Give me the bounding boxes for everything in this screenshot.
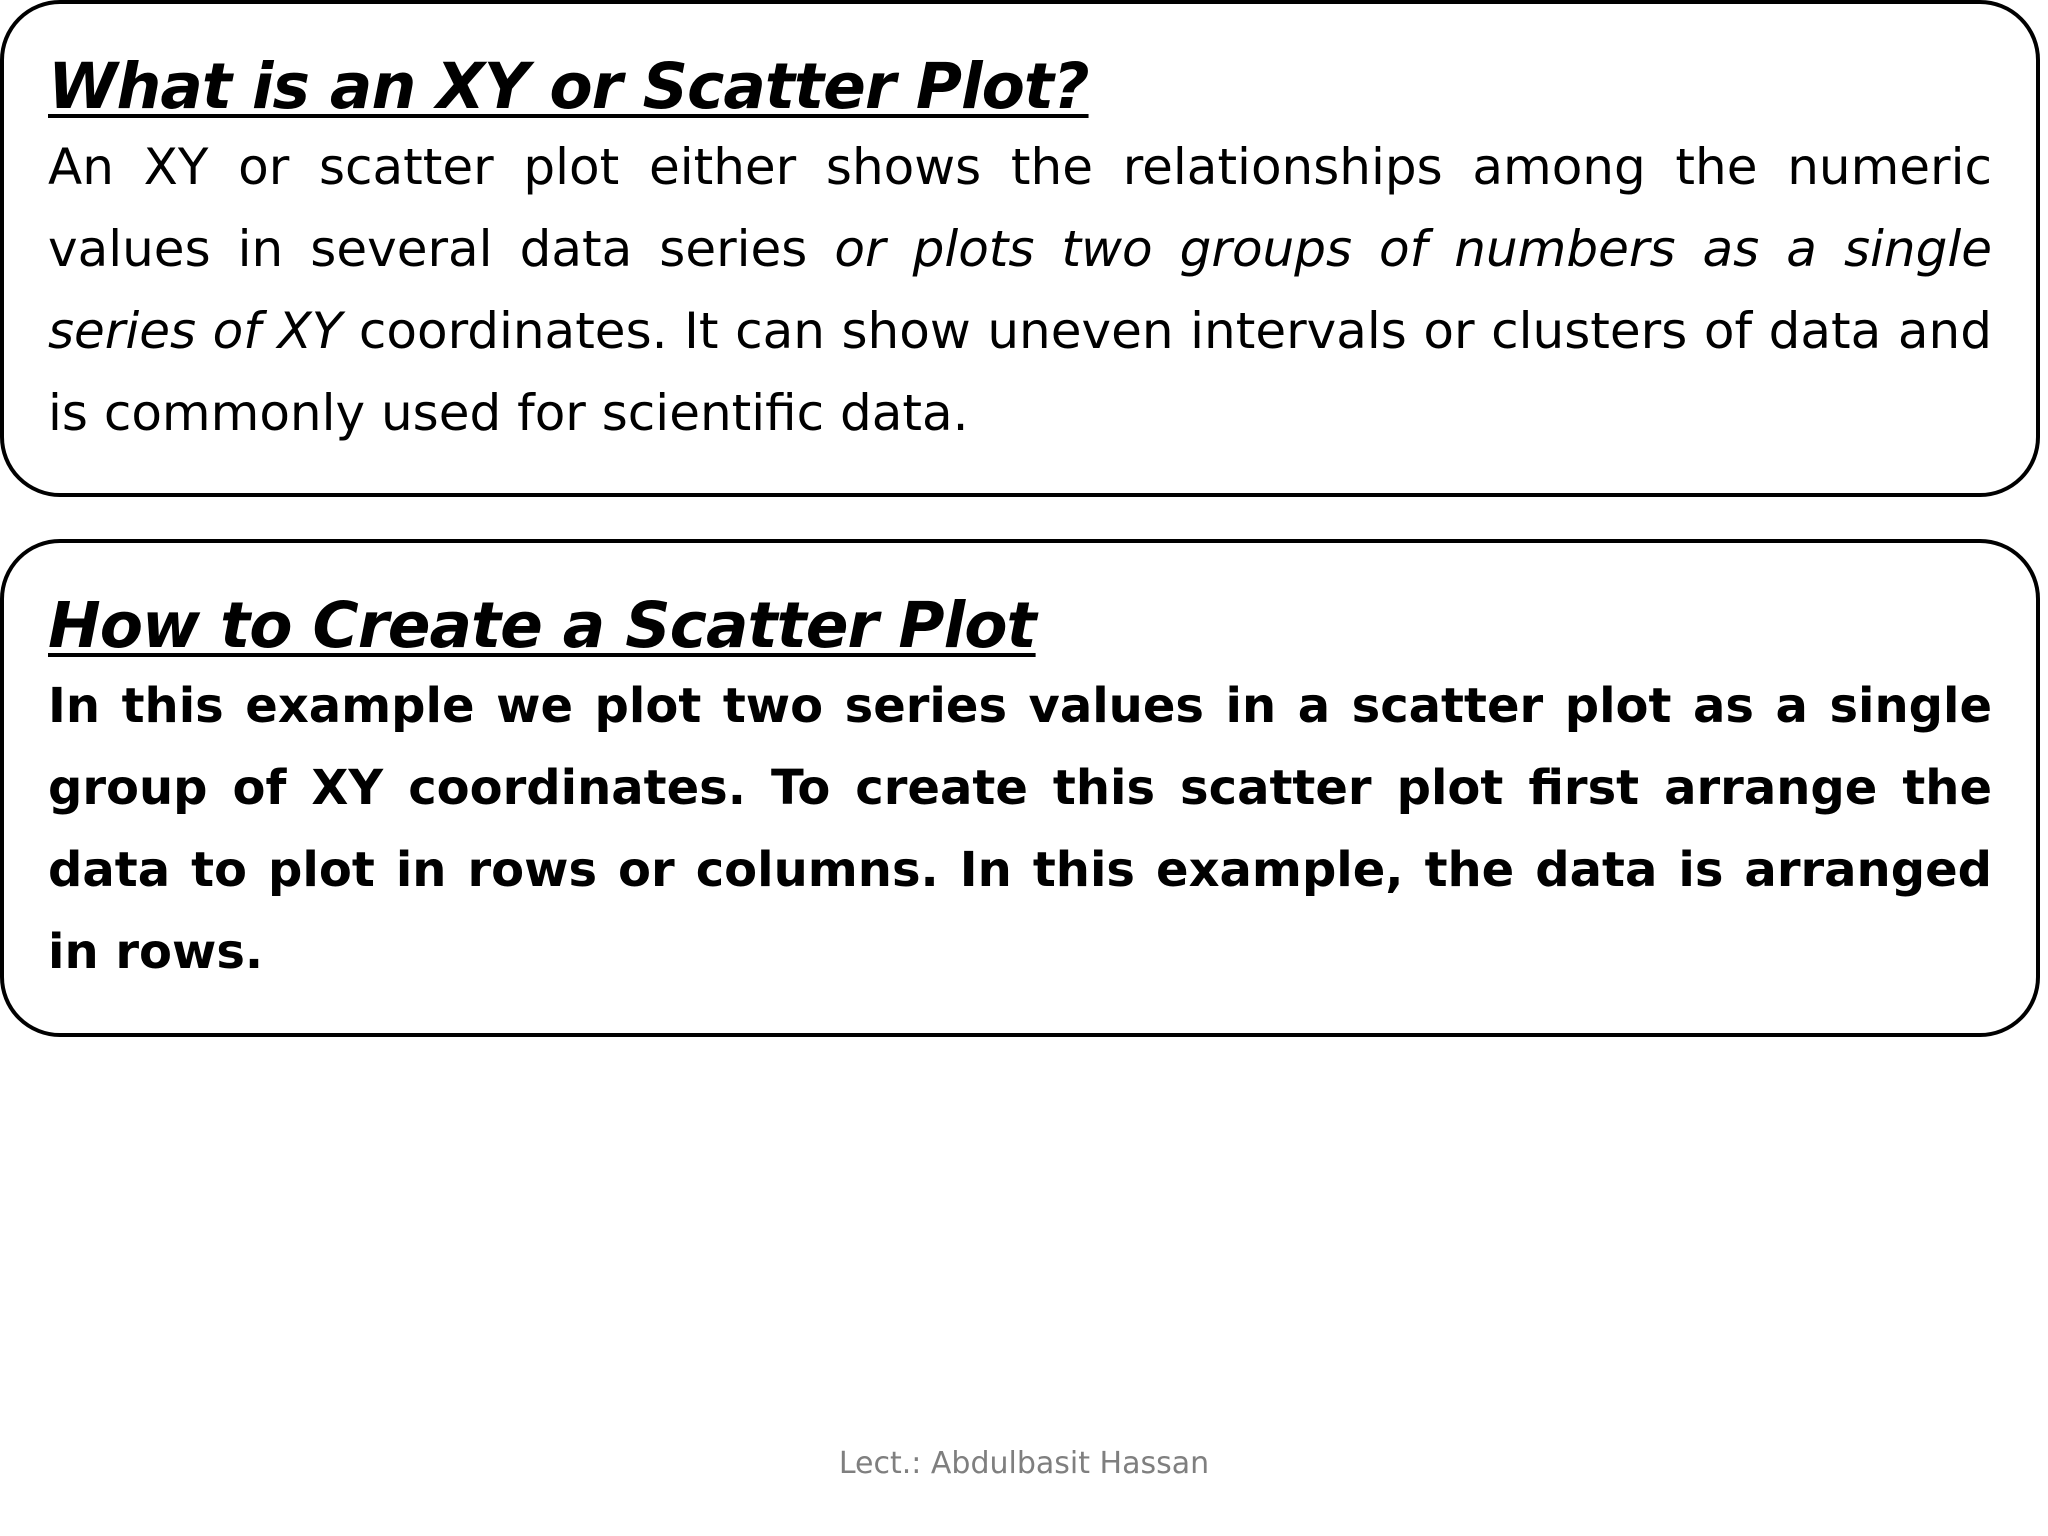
definition-heading: What is an XY or Scatter Plot? xyxy=(48,50,1089,123)
definition-text-italic: or plots two groups of numbers as a single series of XY xyxy=(48,220,1992,360)
definition-text-start: An XY or scatter plot either shows the relationships among the numeric values in several data series xyxy=(48,138,1992,278)
definition-panel xyxy=(0,0,2040,497)
definition-paragraph xyxy=(48,126,1992,454)
instructions-panel xyxy=(0,539,2040,1037)
definition-text-end: coordinates. It can show uneven intervals or clusters of data and is commonly used for scientific data. xyxy=(48,302,1992,442)
instructions-heading: How to Create a Scatter Plot xyxy=(48,589,1036,662)
instructions-paragraph: In this example we plot two series values in a scatter plot as a single group of XY coordinates. To create this scatter plot first arrange the data to plot in rows or columns. In this example, the data is arranged in rows. xyxy=(48,678,1992,980)
footer-lecturer-credit: Lect.: Abdulbasit Hassan xyxy=(838,1446,1210,1481)
